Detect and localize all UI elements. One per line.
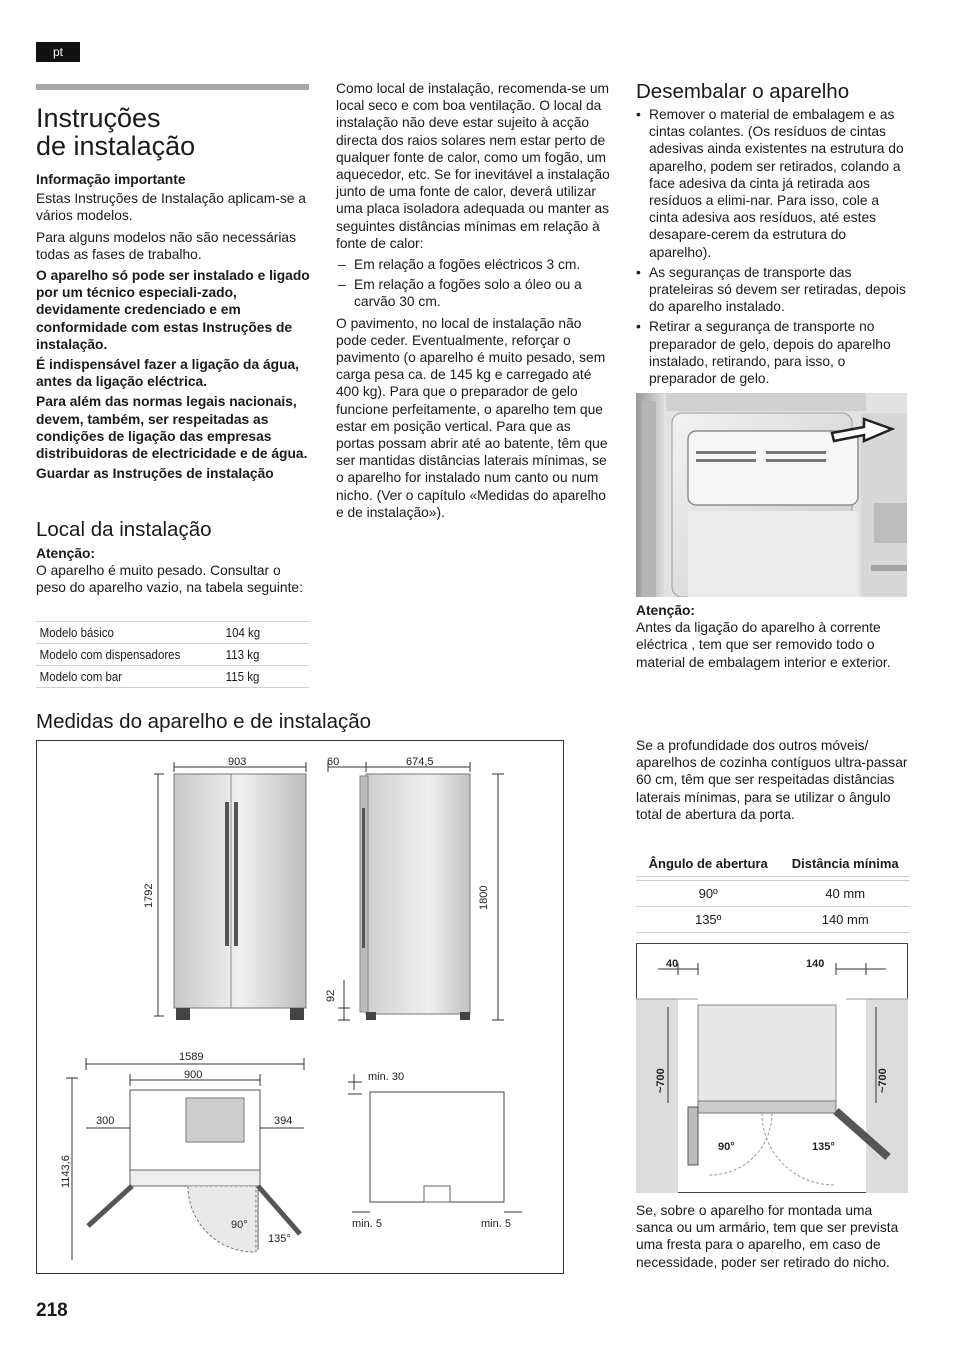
distance-cell: 140 mm	[780, 907, 910, 933]
unpack-attention-block	[636, 602, 912, 675]
page-number: 218	[36, 1300, 68, 1321]
location-block	[36, 545, 312, 601]
weight-table	[36, 621, 309, 688]
location-heading: Local da instalação	[36, 518, 212, 541]
table-header: Ângulo de abertura	[636, 850, 780, 877]
unpack-attention: Atenção:	[636, 603, 696, 618]
list-item: • Retirar a segurança de transporte no preparador de gelo, depois do aparelho instalado, retirando, para isso, o preparador de gelo.	[636, 318, 912, 387]
dim-1143: 1143,6	[60, 1155, 72, 1188]
angle-135: 135°	[268, 1233, 291, 1245]
important-p2: Para alguns modelos não são necessárias todas as fases de trabalho.	[36, 229, 296, 262]
dim-1800: 1800	[478, 885, 490, 910]
fridge-front-view	[154, 762, 306, 1020]
important-b3: Para além das normas legais nacionais, devem, também, ser respeitadas as condições de ligação das empresas distribuidoras de electricidade e de água.	[36, 394, 308, 462]
depth-700-right: ~700	[877, 1068, 889, 1093]
weight-model: Modelo básico	[36, 622, 207, 644]
depth-700-left: ~700	[655, 1068, 667, 1093]
middle-p2: O pavimento, no local de instalação não pode ceder. Eventualmente, reforçar o pavimento (o aparelho é muito pesado, sem carga pesa ca. de 145 kg e carregado até 400 kg). Para que o preparador de gelo funcione perfeitamente, o aparelho tem que estar em posição vertical. Para que as portas possam abrir até ao batente, têm que ser mantidas distâncias laterais mínimas, se o aparelho for instalado num canto ou num nicho. (Ver o capítulo «Medidas do aparelho e de instalação»).	[336, 315, 608, 520]
list-item: – Em relação a fogões solo a óleo ou a carvão 30 cm.	[336, 276, 610, 310]
location-attention: Atenção:	[36, 546, 96, 561]
clearance-40: 40	[666, 958, 679, 970]
dim-394: 394	[274, 1115, 293, 1127]
unpack-attention-text: Antes da ligação do aparelho à corrente eléctrica , tem que ser removido todo o material de embalagem interior e exterior.	[636, 620, 891, 670]
list-item: • As seguranças de transporte das prateleiras só devem ser retiradas, depois do aparelho instalado.	[636, 264, 912, 316]
table-row	[36, 644, 309, 666]
important-p1: Estas Instruções de Instalação aplicam-se a vários modelos.	[36, 191, 306, 224]
important-b4: Guardar as Instruções de instalação	[36, 466, 274, 482]
dimensions-diagram	[36, 740, 564, 1274]
dim-674: 674,5	[406, 756, 434, 768]
important-b1: O aparelho só pode ser instalado e ligado por um técnico especiali-zado, devidamente credenciado e em conformidade com estas Instruções de instalação.	[36, 268, 310, 352]
dim-60: 60	[327, 756, 340, 768]
clearance-140: 140	[806, 958, 825, 970]
side-text-1	[636, 737, 912, 827]
middle-p1: Como local de instalação, recomenda-se um local seco e com boa ventilação. O local da instalação não deve estar sujeito à acção directa dos raios solares nem estar perto de qualquer fonte de calor, como um fogão, um aquecedor, etc. Se for inevitável a instalação junto de uma fonte de calor, deverá utilizar uma placa isoladora adequada ou manter as seguintes distâncias mínimas em relação à fonte de calor:	[336, 81, 610, 251]
angle-90: 90°	[231, 1219, 248, 1231]
weight-value: 115 kg	[222, 666, 302, 688]
table-row	[636, 881, 910, 907]
page-title	[36, 104, 306, 160]
title-line-2: de instalação	[36, 131, 196, 161]
list-item: • Remover o material de embalagem e as cintas colantes. (Os resíduos de cintas adesivas ainda existentes na estrutura do aparelho, podem ser retirados, colando a face adesiva da cinta já retirada aos resíduos a elimi-nar. Para isso, cole a cinta adesiva aos resíduos, até estes desapare-cerem da estrutura do aparelho).	[636, 106, 912, 261]
unpack-list	[636, 106, 912, 387]
important-b2: É indispensável fazer a ligação da água, antes da ligação eléctrica.	[36, 357, 300, 390]
dim-900: 900	[184, 1069, 203, 1081]
side-p2: Se, sobre o aparelho for montada uma sanca ou um armário, tem que ser prevista uma fresta para o aparelho, em caso de necessidade, poder ser retirado do nicho.	[636, 1203, 899, 1270]
dim-300: 300	[96, 1115, 115, 1127]
table-header-row	[636, 850, 910, 877]
location-text: O aparelho é muito pesado. Consultar o peso do aparelho vazio, na tabela seguinte:	[36, 563, 303, 596]
dim-1792: 1792	[143, 883, 155, 908]
language-tab: pt	[36, 42, 80, 62]
side-p1: Se a profundidade dos outros móveis/ aparelhos de cozinha contíguos ultra-passar 60 cm, têm que ser respeitadas distâncias laterais mínimas, para se utilizar o ângulo total de abertura da porta.	[636, 738, 908, 822]
list-item: – Em relação a fogões eléctricos 3 cm.	[336, 256, 610, 273]
angle-cell: 135º	[636, 907, 780, 933]
table-row	[36, 622, 309, 644]
unpack-heading: Desembalar o aparelho	[636, 80, 850, 103]
dim-min5-right: min. 5	[481, 1218, 511, 1230]
ice-maker-photo	[636, 393, 907, 597]
dim-min5-left: min. 5	[352, 1218, 382, 1230]
niche-view	[348, 1074, 522, 1212]
distance-list	[336, 256, 610, 311]
door-angle-90: 90°	[718, 1141, 735, 1153]
dim-92: 92	[325, 989, 337, 1002]
door-clearance-diagram	[636, 943, 908, 1193]
weight-model: Modelo com bar	[36, 666, 207, 688]
table-header: Distância mínima	[780, 850, 910, 877]
middle-column	[336, 80, 610, 525]
important-info-block	[36, 171, 312, 485]
unpack-block	[636, 106, 912, 390]
dimensions-heading: Medidas do aparelho e de instalação	[36, 710, 372, 733]
title-line-1: Instruções	[36, 103, 161, 133]
table-row	[636, 907, 910, 933]
table-row	[36, 666, 309, 688]
weight-value: 104 kg	[222, 622, 302, 644]
angle-table	[636, 850, 910, 933]
side-text-2	[636, 1202, 912, 1275]
important-heading: Informação importante	[36, 172, 186, 187]
door-angle-135: 135°	[812, 1141, 835, 1153]
weight-value: 113 kg	[222, 644, 302, 666]
dim-903: 903	[228, 756, 247, 768]
weight-model: Modelo com dispensadores	[36, 644, 207, 666]
distance-cell: 40 mm	[780, 881, 910, 907]
dim-min30: min. 30	[368, 1071, 405, 1083]
section-rule	[36, 84, 309, 90]
angle-cell: 90º	[636, 881, 780, 907]
dim-1589: 1589	[179, 1051, 204, 1063]
